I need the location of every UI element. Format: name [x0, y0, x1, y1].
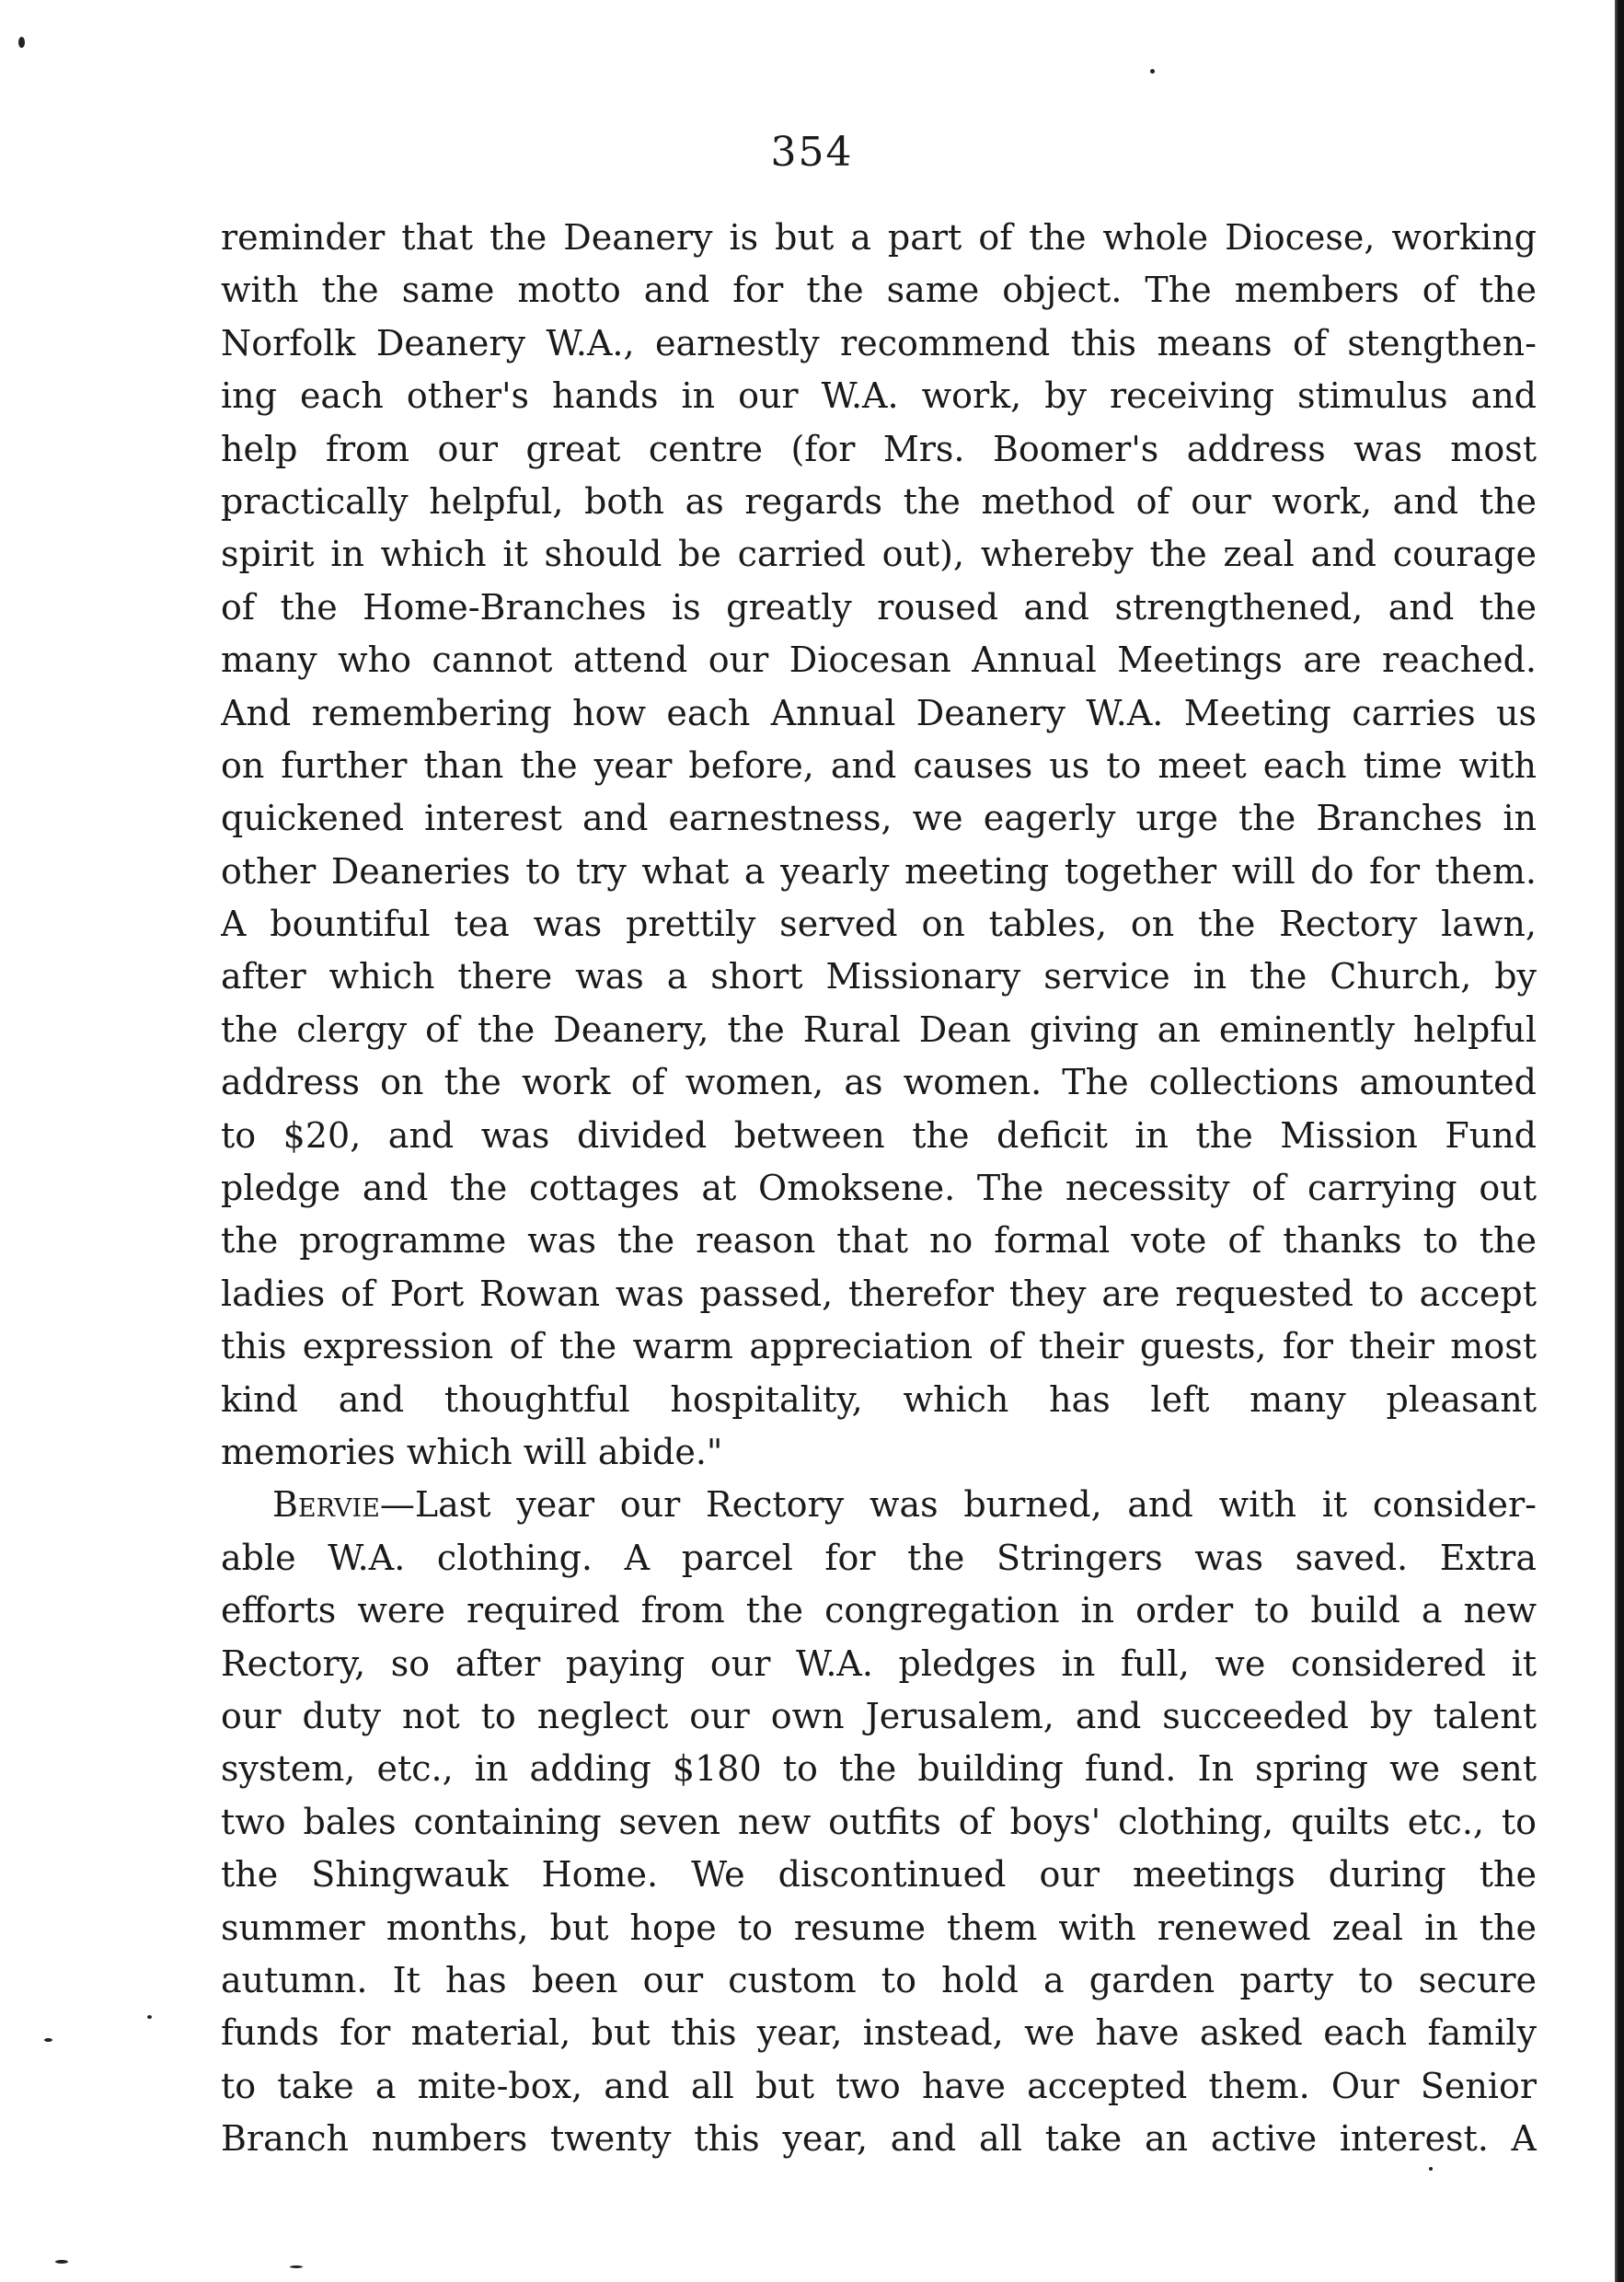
bervie-heading: Bervie — [272, 1484, 380, 1526]
text-line: practically helpful, both as regards the method of our work, and the — [221, 480, 1537, 522]
text-line: our duty not to neglect our own Jerusalem, and succeeded by talent — [221, 1695, 1537, 1736]
text-line: many who cannot attend our Diocesan Annual Meetings are reached. — [221, 640, 1537, 681]
text-line: Rectory, so after paying our W.A. pledges in full, we considered it — [221, 1642, 1537, 1684]
text-line: two bales containing seven new outfits of boys' clothing, quilts etc., to — [221, 1801, 1537, 1842]
text-line: ladies of Port Rowan was passed, therefor they are requested to accept — [221, 1273, 1537, 1314]
text-line: efforts were required from the congregation in order to build a new — [221, 1590, 1537, 1631]
scan-speck — [1150, 69, 1155, 74]
text-line: spirit in which it should be carried out), whereby the zeal and courage — [221, 534, 1537, 575]
text-line: the Shingwauk Home. We discontinued our meetings during the — [221, 1854, 1537, 1896]
text-line: with the same motto and for the same object. The members of the — [221, 270, 1537, 311]
text-line: pledge and the cottages at Omoksene. The necessity of carrying out — [221, 1168, 1537, 1209]
bervie-first-line: —Last year our Rectory was burned, and with it consider- — [379, 1484, 1537, 1526]
page-binding-edge — [1615, 0, 1624, 2282]
text-line: on further than the year before, and causes us to meet each time with — [221, 744, 1537, 786]
text-line: reminder that the Deanery is but a part of the whole Diocese, working — [221, 217, 1537, 258]
text-line: funds for material, but this year, instead, we have asked each family — [221, 2012, 1537, 2054]
text-line: able W.A. clothing. A parcel for the Stringers was saved. Extra — [221, 1537, 1537, 1578]
scan-speck — [44, 2038, 52, 2042]
text-line: And remembering how each Annual Deanery W.A. Meeting carries us — [221, 692, 1537, 733]
page-number: 354 — [770, 129, 854, 176]
body-text — [221, 212, 1537, 2165]
text-line: of the Home-Branches is greatly roused and strengthened, and the — [221, 586, 1537, 628]
scan-speck — [290, 2265, 303, 2268]
text-line: summer months, but hope to resume them with renewed zeal in the — [221, 1907, 1537, 1948]
text-line: kind and thoughtful hospitality, which has left many pleasant — [221, 1378, 1537, 1420]
text-line: Norfolk Deanery W.A., earnestly recommend this means of stengthen- — [221, 322, 1537, 363]
text-line: memories which will abide." — [221, 1431, 723, 1472]
text-line: to take a mite-box, and all but two have accepted them. Our Senior — [221, 2065, 1537, 2106]
bervie-paragraph-start — [221, 1479, 1537, 1531]
text-line: other Deaneries to try what a yearly meeting together will do for them. — [221, 850, 1537, 892]
text-line: to $20, and was divided between the deficit in the Mission Fund — [221, 1114, 1537, 1156]
text-line: system, etc., in adding $180 to the building fund. In spring we sent — [221, 1748, 1537, 1790]
text-line: the clergy of the Deanery, the Rural Dean giving an eminently helpful — [221, 1008, 1537, 1050]
scan-speck — [55, 2260, 68, 2264]
text-line: after which there was a short Missionary service in the Church, by — [221, 956, 1537, 997]
text-line: ing each other's hands in our W.A. work, by receiving stimulus and — [221, 375, 1537, 417]
text-line: address on the work of women, as women. The collections amounted — [221, 1062, 1537, 1103]
text-line: this expression of the warm appreciation of their guests, for their most — [221, 1326, 1537, 1367]
scan-speck — [147, 2015, 152, 2019]
text-line: autumn. It has been our custom to hold a garden party to secure — [221, 1959, 1537, 2000]
scan-speck — [18, 37, 25, 48]
text-line: quickened interest and earnestness, we eagerly urge the Branches in — [221, 798, 1537, 839]
text-line: help from our great centre (for Mrs. Boomer's address was most — [221, 428, 1537, 469]
text-line: A bountiful tea was prettily served on tables, on the Rectory lawn, — [221, 904, 1537, 945]
scan-speck — [1429, 2167, 1433, 2171]
text-line: Branch numbers twenty this year, and all take an active interest. A — [221, 2118, 1537, 2160]
text-line: the programme was the reason that no formal vote of thanks to the — [221, 1220, 1537, 1262]
